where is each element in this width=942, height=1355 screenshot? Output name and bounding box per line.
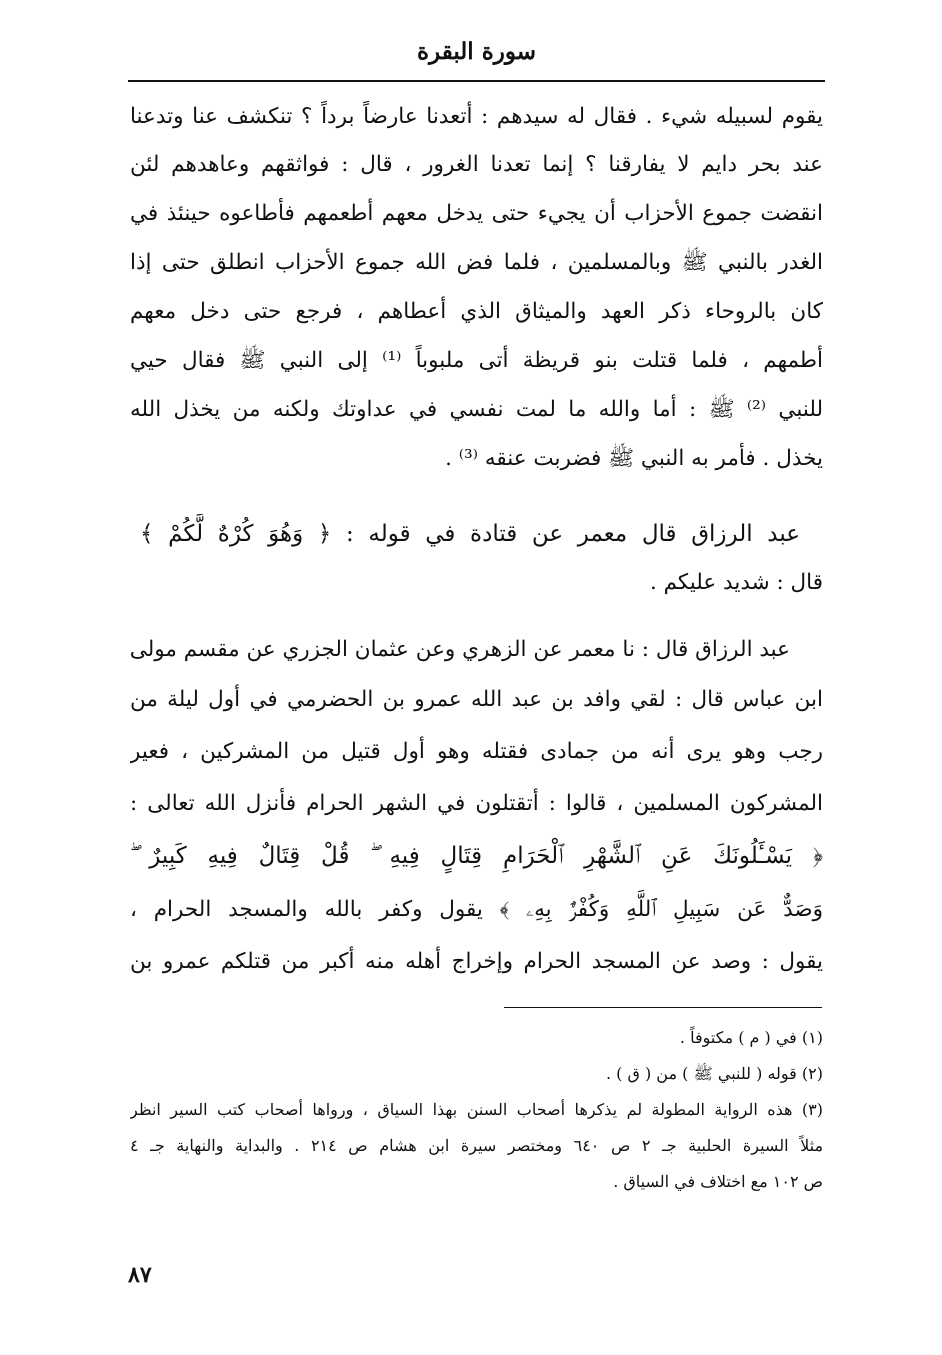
quran-verse-line: ﴿ يَسْـَٔلُونَكَ عَنِ ٱلشَّهْرِ ٱلْحَرَامِ قِتَالٍ فِيهِ ۖ قُلْ قِتَالٌ فِيهِ كَبِيرٌ ۖ (130, 843, 823, 869)
body-line: عند بحر دايم لا يفارقنا ؟ إنما تعدنا الغرور ، قال : فواثقهم وعاهدهم لئن (130, 152, 823, 177)
footnote: (٢) قوله ( للنبي ﷺ ) من ( ق ) . (605, 1064, 823, 1083)
page-number: ٨٧ (128, 1262, 152, 1288)
body-line: انقضت جموع الأحزاب أن يجيء حتى يدخل معهم أطعمهم فأطاعوه حينئذ في (130, 201, 823, 226)
body-line: رجب وهو يرى أنه من جمادى فقتله وهو أول قتيل من المشركين ، فعير (130, 739, 823, 764)
body-line: عبد الرزاق قال : نا معمر عن الزهري وعن عثمان الجزري عن مقسم مولى (130, 637, 790, 662)
body-line: يقوم لسبيله شيء . فقال له سيدهم : أتعدنا عارضاً برداً ؟ تنكشف عنا وتدعنا (130, 104, 823, 129)
footnote: (١) في ( م ) مكتوفاً . (679, 1028, 823, 1047)
body-line: للنبي ⁽²⁾ ﷺ : أما والله ما لمت نفسي في عداوتك ولكنه من يخذل الله (130, 397, 823, 422)
body-line: قال : شديد عليكم . (649, 570, 823, 595)
body-line: أطمهم ، فلما قتلت بنو قريظة أتى ملبوباً ⁽¹⁾ إلى النبي ﷺ فقال حيي (130, 348, 823, 373)
body-line: كان بالروحاء ذكر العهد والميثاق الذي أعطاهم ، فرجع حتى دخل معهم (130, 299, 823, 324)
page-header (128, 38, 825, 82)
body-line: يقول : وصد عن المسجد الحرام وإخراج أهله منه أكبر من قتلكم عمرو بن (130, 949, 823, 974)
footnote: (٣) هذه الرواية المطولة لم يذكرها أصحاب السنن بهذا السياق ، ورواها أصحاب كتب السير انظر (130, 1100, 823, 1119)
footnote: ص ١٠٢ مع اختلاف في السياق . (613, 1172, 823, 1191)
footnote-divider (504, 1007, 822, 1008)
footnote: مثلاً السيرة الحلبية جـ ٢ ص ٦٤٠ ومختصر سيرة ابن هشام ص ٢١٤ . والبداية والنهاية جـ ٤ (130, 1136, 823, 1155)
header-divider (128, 80, 825, 82)
body-line: وَصَدٌّ عَن سَبِيلِ ٱللَّهِ وَكُفْرٌۢ بِهِۦ ﴾ يقول وكفر بالله والمسجد الحرام ، (130, 897, 823, 922)
surah-title: سورة البقرة (416, 38, 537, 65)
body-line: المشركون المسلمين ، قالوا : أتقتلون في الشهر الحرام فأنزل الله تعالى : (130, 791, 823, 816)
quran-verse-line: عبد الرزاق قال معمر عن قتادة في قوله : ﴿ وَهُوَ كُرْهٌ لَّكُمْ ﴾ (140, 521, 800, 547)
body-line: يخذل . فأمر به النبي ﷺ فضربت عنقه ⁽³⁾ . (445, 446, 823, 471)
body-line: ابن عباس قال : لقي وافد بن عبد الله عمرو بن الحضرمي في أول ليلة من (130, 687, 823, 712)
body-line: الغدر بالنبي ﷺ وبالمسلمين ، فلما فض الله جموع الأحزاب انطلق حتى إذا (130, 250, 823, 275)
